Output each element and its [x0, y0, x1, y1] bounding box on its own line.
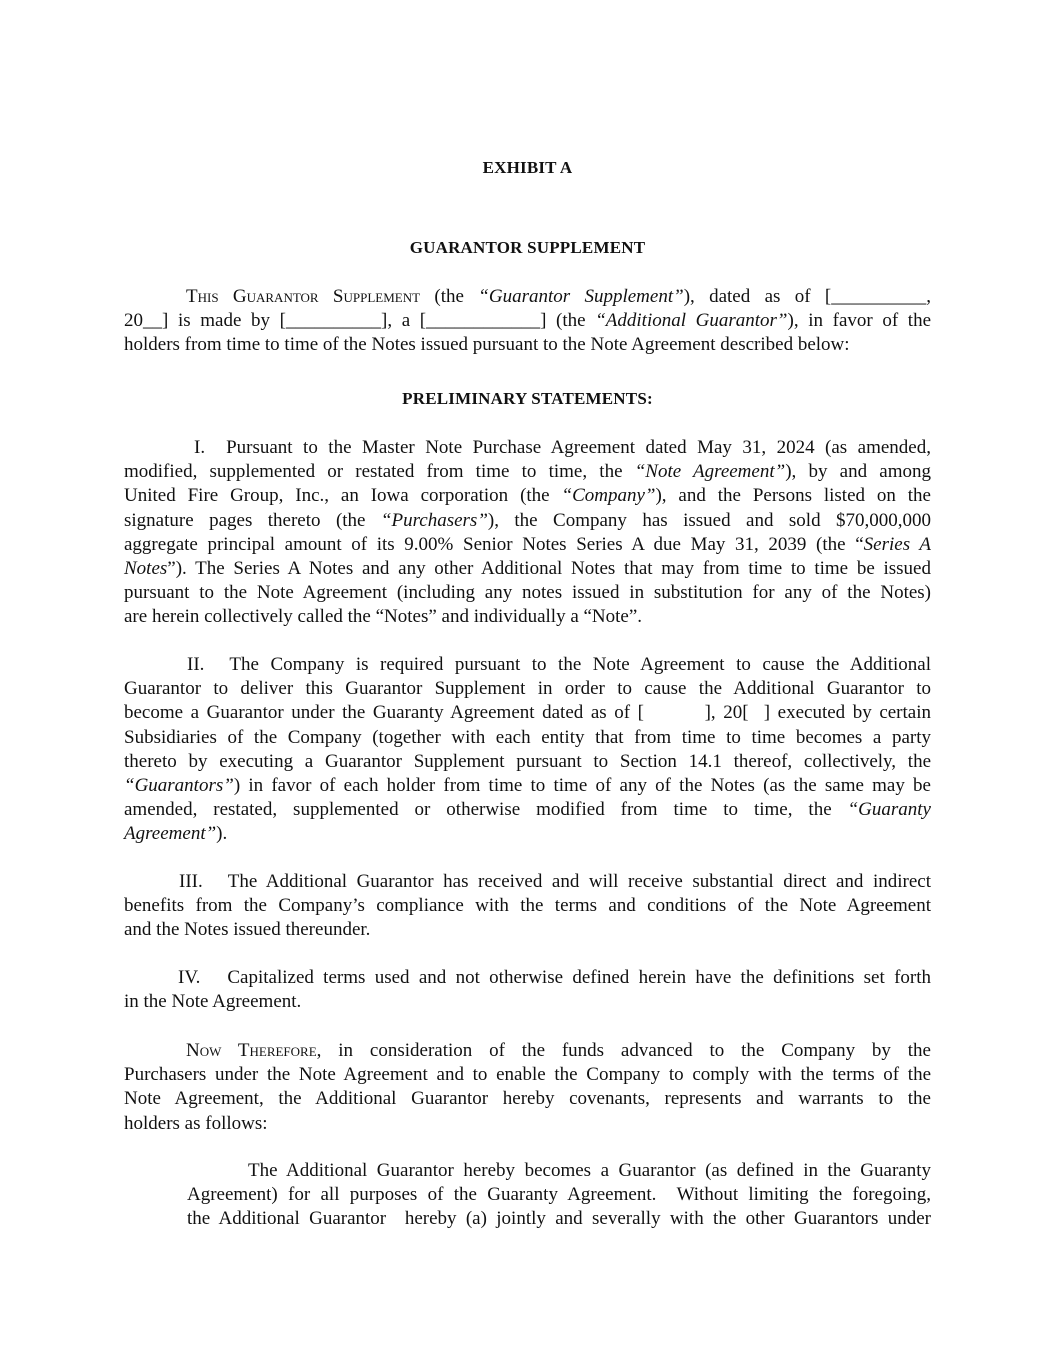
statement-2-line: become a Guarantor under the Guaranty Agreement dated as of [ ], 20[ ] executed by certain [124, 702, 931, 724]
covenant-line [187, 1159, 931, 1183]
intro-text: 20__] is made by [__________], a [____________] (the [124, 310, 596, 332]
statement-text: amended, restated, supplemented or otherwise modified from time to time, the [124, 799, 848, 821]
statement-text: ), by and among [785, 461, 931, 483]
now-therefore-line: Purchasers under the Note Agreement and to enable the Company to comply with the terms of the [124, 1064, 931, 1086]
statement-emphasis: Series A [863, 533, 931, 555]
intro-paragraph [124, 285, 931, 358]
statement-number: II. [187, 654, 205, 675]
statement-4-line: in the Note Agreement. [124, 991, 302, 1013]
statement-emphasis: “Guarantors” [124, 774, 234, 796]
intro-line-3: holders from time to time of the Notes issued pursuant to the Note Agreement described below: [124, 334, 850, 356]
statement-emphasis: Notes [124, 557, 168, 579]
statement-number: III. [179, 871, 203, 892]
intro-text: ), dated as of [__________, [683, 286, 931, 307]
statement-emphasis: “Purchasers” [380, 509, 488, 531]
covenant-line: the Additional Guarantor hereby (a) jointly and severally with the other Guarantors under [187, 1208, 931, 1230]
now-therefore-text: , in consideration of the funds advanced to the Company by the [316, 1040, 931, 1061]
statement-2-line [124, 822, 931, 846]
now-therefore-line: holders as follows: [124, 1112, 268, 1134]
statement-2-line [124, 653, 931, 677]
intro-emphasis: “Additional Guarantor” [595, 310, 788, 332]
covenant-text: The Additional Guarantor hereby becomes a Guarantor (as defined in the Guaranty [248, 1160, 931, 1181]
statement-text: ). [216, 823, 228, 845]
document-title [0, 238, 1055, 258]
statement-1 [124, 436, 931, 630]
statement-text: The Additional Guarantor has received and will receive substantial direct and indirect [227, 871, 931, 892]
statement-emphasis: Agreement” [124, 823, 217, 845]
statement-text: signature pages thereto (the [124, 509, 381, 531]
now-therefore-line [124, 1039, 931, 1063]
statement-text: aggregate principal amount of its 9.00% Senior Notes Series A due May 31, 2039 (the “ [124, 533, 864, 555]
covenant-paragraph [187, 1159, 931, 1232]
statement-emphasis: “Note Agreement” [634, 461, 786, 483]
preliminary-statements-heading [0, 389, 1055, 409]
statement-4-line [124, 966, 931, 990]
statement-1-line [124, 557, 931, 581]
statement-2-line: thereto by executing a Guarantor Supplement pursuant to Section 14.1 thereof, collectively, the [124, 750, 931, 772]
covenant-line: Agreement) for all purposes of the Guaranty Agreement. Without limiting the foregoing, [187, 1184, 931, 1206]
exhibit-title [0, 158, 1055, 178]
statement-2-line: Guarantor to deliver this Guarantor Supplement in order to cause the Additional Guarantor to [124, 678, 931, 700]
statement-text: The Company is required pursuant to the Note Agreement to cause the Additional [229, 654, 931, 675]
statement-1-line [124, 484, 931, 508]
statement-text: ) in favor of each holder from time to time of any of the Notes (as the same may be [233, 774, 931, 796]
statement-3 [124, 870, 931, 943]
statement-emphasis: “Company” [561, 485, 656, 507]
statement-1-line: pursuant to the Note Agreement (including any notes issued in substitution for any of the Notes) [124, 582, 931, 604]
statement-3-line: and the Notes issued thereunder. [124, 919, 371, 941]
intro-line-1 [124, 285, 931, 309]
now-therefore-line: Note Agreement, the Additional Guarantor hereby covenants, represents and warrants to the [124, 1088, 931, 1110]
intro-defined-term: This Guarantor Supplement [186, 286, 421, 307]
statement-1-line: are herein collectively called the “Notes” and individually a “Note”. [124, 606, 643, 628]
statement-text: ”). The Series A Notes and any other Additional Notes that may from time to time be issued [167, 557, 931, 579]
statement-2-line: Subsidiaries of the Company (together with each entity that from time to time becomes a party [124, 726, 931, 748]
intro-emphasis: “Guarantor Supplement” [478, 286, 684, 307]
statement-1-line [124, 436, 931, 460]
statement-2 [124, 653, 931, 847]
now-therefore-paragraph [124, 1039, 931, 1136]
statement-3-line [124, 870, 931, 894]
statement-text: ), and the Persons listed on the [655, 485, 931, 507]
now-therefore-term: Now Therefore [186, 1040, 317, 1061]
statement-text: Pursuant to the Master Note Purchase Agreement dated May 31, 2024 (as amended, [226, 437, 931, 458]
statement-4 [124, 966, 931, 1014]
statement-1-line [124, 533, 931, 557]
statement-text: Capitalized terms used and not otherwise defined herein have the definitions set forth [227, 967, 931, 988]
statement-1-line [124, 509, 931, 533]
statement-2-line [124, 774, 931, 798]
preliminary-statements-text: PRELIMINARY STATEMENTS: [402, 389, 653, 408]
statement-text: United Fire Group, Inc., an Iowa corporation (the [124, 485, 562, 507]
statement-2-line [124, 798, 931, 822]
statement-number: I. [194, 437, 206, 458]
intro-text: (the [420, 286, 479, 307]
statement-number: IV. [178, 967, 201, 988]
intro-line-2 [124, 309, 931, 333]
statement-1-line [124, 460, 931, 484]
document-title-text: GUARANTOR SUPPLEMENT [409, 238, 646, 257]
statement-text: ), the Company has issued and sold $70,000,000 [487, 509, 931, 531]
statement-emphasis: “Guaranty [847, 799, 931, 821]
statement-text: modified, supplemented or restated from time to time, the [124, 461, 635, 483]
exhibit-title-text: EXHIBIT A [482, 158, 573, 177]
intro-text: ), in favor of the [787, 310, 931, 332]
statement-3-line: benefits from the Company’s compliance with the terms and conditions of the Note Agreement [124, 895, 931, 917]
